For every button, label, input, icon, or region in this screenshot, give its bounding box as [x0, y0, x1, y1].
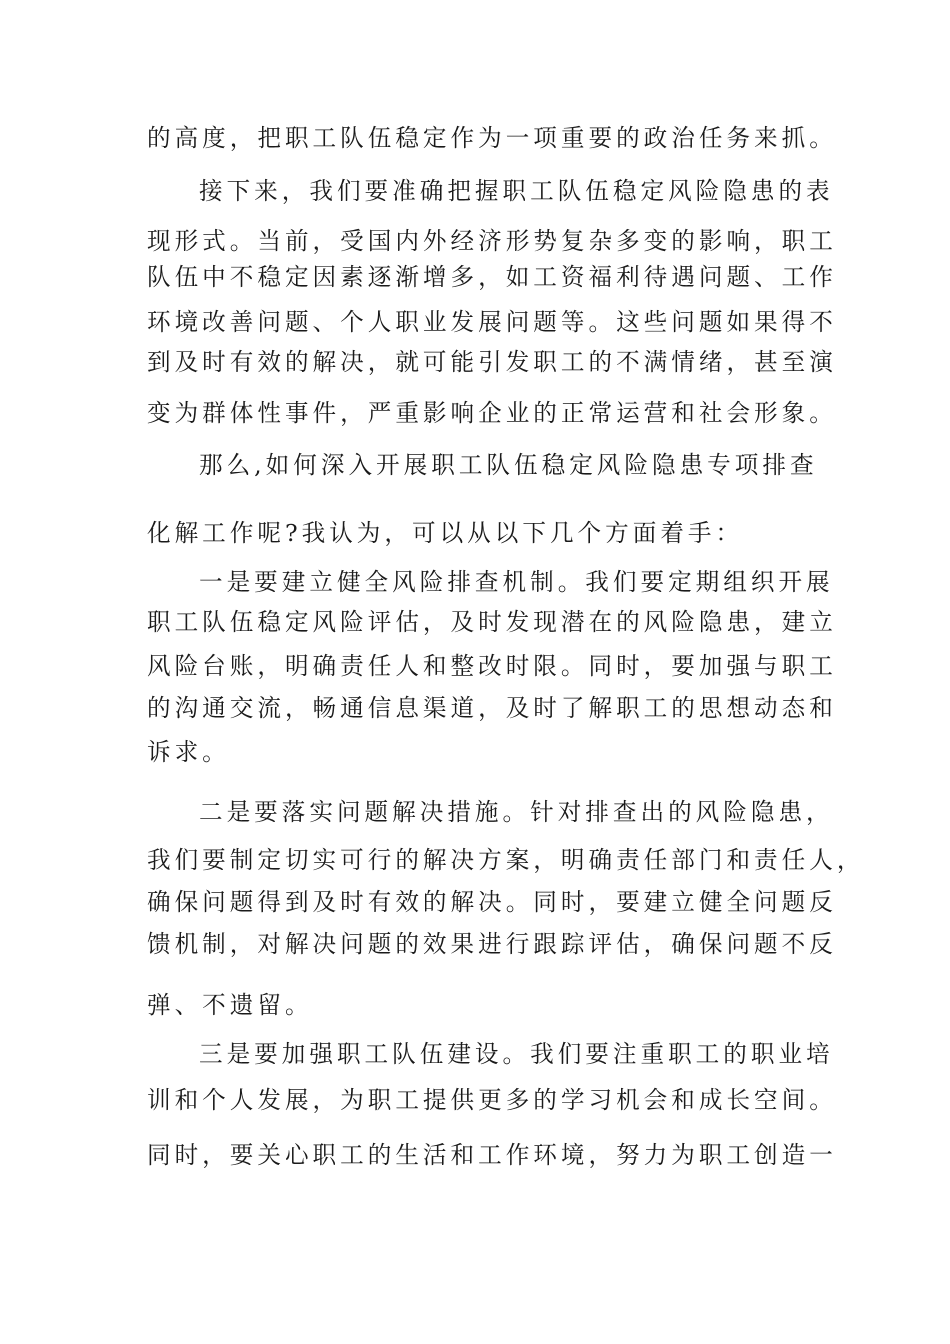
text-line-10: 一是要建立健全风险排查机制。我们要定期组织开展	[199, 568, 834, 596]
text-line-5: 环境改善问题、个人职业发展问题等。这些问题如果得不	[147, 308, 837, 336]
text-line-9: 化解工作呢?我认为，可以从以下几个方面着手：	[147, 519, 744, 547]
text-line-1: 的高度，把职工队伍稳定作为一项重要的政治任务来抓。	[147, 124, 837, 152]
text-line-4: 队伍中不稳定因素逐渐增多，如工资福利待遇问题、工作	[147, 263, 837, 291]
text-line-21: 训和个人发展，为职工提供更多的学习机会和成长空间。	[147, 1086, 837, 1114]
text-line-7: 变为群体性事件，严重影响企业的正常运营和社会形象。	[147, 399, 837, 427]
text-line-19: 弹、不遗留。	[147, 991, 313, 1019]
text-line-17: 确保问题得到及时有效的解决。同时，要建立健全问题反	[147, 888, 837, 916]
text-line-20: 三是要加强职工队伍建设。我们要注重职工的职业培	[199, 1040, 834, 1068]
text-line-14: 诉求。	[147, 738, 230, 766]
text-line-16: 我们要制定切实可行的解决方案，明确责任部门和责任人，	[147, 846, 865, 874]
text-line-18: 馈机制，对解决问题的效果进行跟踪评估，确保问题不反	[147, 930, 837, 958]
text-line-22: 同时，要关心职工的生活和工作环境，努力为职工创造一	[147, 1141, 837, 1169]
text-line-8: 那么,如何深入开展职工队伍稳定风险隐患专项排查	[199, 451, 818, 479]
text-line-11: 职工队伍稳定风险评估，及时发现潜在的风险隐患，建立	[147, 608, 837, 636]
text-line-6: 到及时有效的解决，就可能引发职工的不满情绪，甚至演	[147, 348, 837, 376]
text-line-12: 风险台账，明确责任人和整改时限。同时，要加强与职工	[147, 652, 837, 680]
text-line-15: 二是要落实问题解决措施。针对排查出的风险隐患，	[199, 798, 834, 826]
text-line-3: 现形式。当前，受国内外经济形势复杂多变的影响，职工	[147, 227, 837, 255]
text-line-2: 接下来，我们要准确把握职工队伍稳定风险隐患的表	[199, 177, 834, 205]
text-line-13: 的沟通交流，畅通信息渠道，及时了解职工的思想动态和	[147, 694, 837, 722]
